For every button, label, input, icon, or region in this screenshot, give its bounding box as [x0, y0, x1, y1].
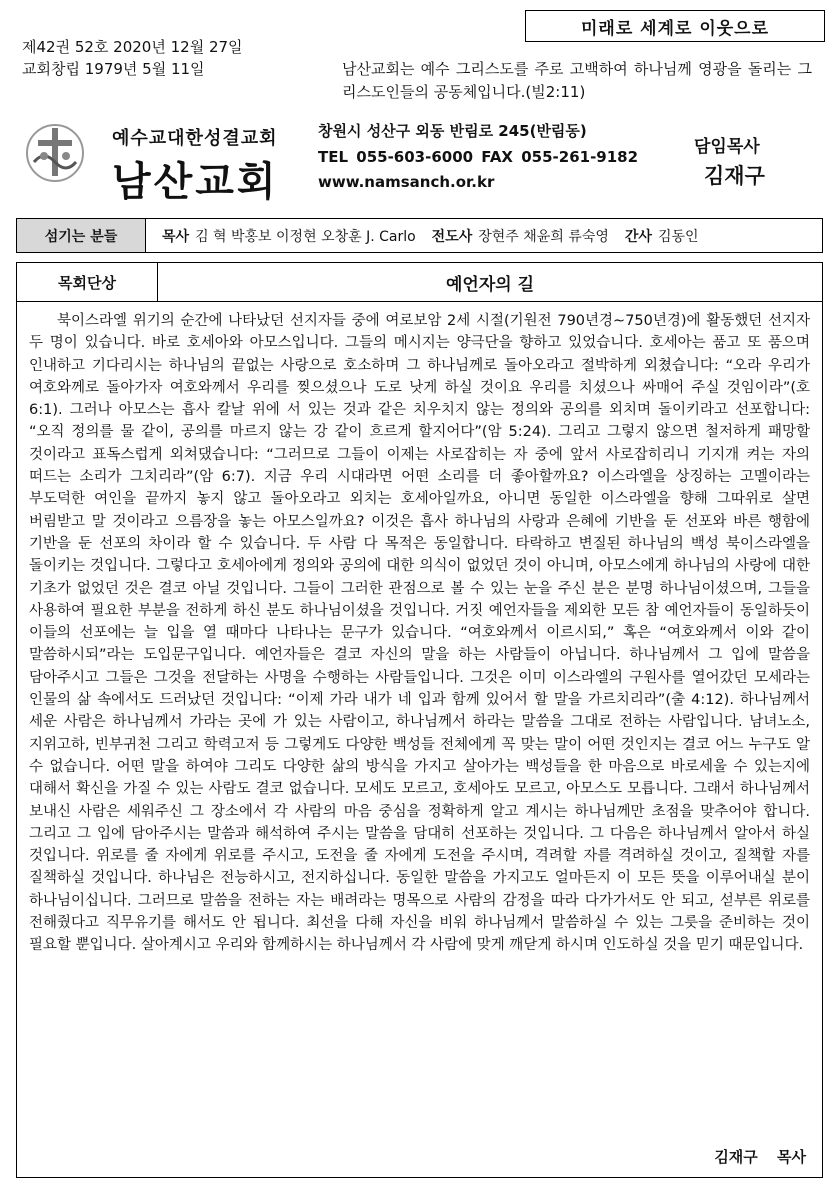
- church-name: 남산교회: [112, 159, 279, 205]
- denomination: 예수교대한성결교회: [112, 128, 278, 149]
- article-title: 예언자의 길: [445, 274, 535, 295]
- article-body: 북이스라엘 위기의 순간에 나타났던 선지자들 중에 여로보암 2세 시절(기원전 790년경∼750년경)에 활동했던 선지자 두 명이 있습니다. 바로 호세아와 아모스입니다. 그들의 메시지는 양극단을 향하고 있었습니다. 호세아는 품고 또 품으며 인내하고 기다리시는 하나님의 끝없는 사랑으로 호소하며 그 하나님께로 돌아오라고 절박하게 외쳤습니다: “오라 우리가 여호와께로 돌아가자 여호와께서 우리를 찢으셨으나 도로 낫게 하실 것이요 우리를 치셨으나 싸매어 주실 것임이라”(호 6:1). 그러나 아모스는 흡사 칼날 위에 서 있는 것과 같은 치우치지 않는 정의와 공의를 외치며 돌이키라고 선포합니다: “오직 정의를 물 같이, 공의를 마르지 않는 강 같이 흐르게 할지어다”(암 5:24). 그리고 그렇지 않으면 철저하게 패망할 것이라고 표독스럽게 외쳐댔습니다: “그러므로 그들이 이제는 사로잡히는 자 중에 앞서 사로잡히리니 기지개 켜는 자의 떠드는 소리가 그치리라”(암 6:7). 지금 우리 시대라면 어떤 소리를 더 좋아할까요? 이스라엘을 상징하는 고멜이라는 부도덕한 여인을 끝까지 놓지 않고 돌아오라고 외치는 호세아일까요, 아니면 동일한 이스라엘을 향해 그따위로 살면 버림받고 말 것이라고 으름장을 놓는 아모스일까요? 이것은 흡사 하나님의 사랑과 은혜에 기반을 둔 선포와 바른 행함에 기반을 둔 선포의 차이라 할 수 있습니다. 두 사람 다 목적은 동일합니다. 타락하고 변질된 하나님의 백성 북이스라엘을 돌이키는 것입니다. 그렇다고 호세아에게 정의와 공의에 대한 의식이 없었던 것이 아니며, 아모스에게 하나님의 사랑에 대한 기초가 없었던 것은 결코 아닐 것입니다. 그들이 그러한 관점으로 볼 수 있는 눈을 주신 분은 분명 하나님이셨으며, 그들을 사용하여 필요한 부분을 전하게 하신 분도 하나님이셨을 것입니다. 거짓 예언자들을 제외한 모든 참 예언자들이 동일하듯이 이들의 선포에는 늘 입을 열 때마다 나타나는 문구가 있습니다. “여호와께서 이르시되,” 혹은 “여호와께서 이와 같이 말씀하시되”라는 도입문구입니다. 예언자들은 결코 자신의 말을 하는 사람들이 아닙니다. 하나님께서 그 입에 말씀을 담아주시고 그들은 그것을 전달하는 사명을 수행하는 사람들입니다. 그것은 이미 이스라엘의 구원사를 열어갔던 모세라는 인물의 삶 속에서도 드러났던 것입니다: “이제 가라 내가 네 입과 함께 있어서 할 말을 가르치리라”(출 4:12). 하나님께서 세운 사람은 하나님께서 가라는 곳에 가 있는 사람이고, 하나님께서 하라는 말씀을 그대로 전하는 사람입니다. 남녀노소, 지위고하, 빈부귀천 그리고 학력고저 등 그렇게도 다양한 백성들 전체에게 꼭 맞는 말이 어떤 것인지는 결코 어느 누구도 알 수 없습니다. 어떤 말을 하여야 그리도 다양한 삶의 방식을 가지고 살아가는 백성들을 한 마음으로 바로세울 수 있는지에 대해서 확신을 가질 수 있는 사람도 결코 없습니다. 모세도 모르고, 호세아도 모르고, 아모스도 모릅니다. 그래서 하나님께서 보내신 사람은 세워주신 그 장소에서 각 사람의 마음 중심을 정확하게 알고 계시는 하나님께만 초점을 맞추어야 합니다. 그리고 그 입에 담아주시는 말씀과 해석하여 주시는 말씀을 담대히 선포하는 것입니다. 그 다음은 하나님께서 알아서 하실 것입니다. 위로를 줄 자에게 위로를 주시고, 도전을 줄 자에게 도전을 주시며, 격려할 자를 격려하실 것이고, 질책할 자를 질책하실 것입니다. 하나님은 전능하시고, 전지하십니다. 동일한 말씀을 가지고도 얼마든지 이 모든 뜻을 이루어내실 분이 하나님이십니다. 그러므로 말씀을 전하는 자는 배려라는 명목으로 사람의 감정을 따라 다가가서도 안 되고, 섣부른 위로를 전해줬다고 직무유기를 해서도 안 됩니다. 최선을 다해 자신을 비워 하나님께서 말씀하실 수 있는 그릇을 준비하는 것이 필요할 뿐입니다. 살아계시고 우리와 함께하시는 하나님께서 각 사람에 맞게 깨닫게 하시며 인도하실 것을 믿기 때문입니다.: [29, 313, 810, 954]
- pastors-label: 목사: [162, 228, 190, 245]
- church-phone-fax: TEL 055-603-6000 FAX 055-261-9182: [318, 148, 639, 166]
- pastors-names: 김 혁 박홍보 이정현 오창훈 J. Carlo: [195, 228, 416, 245]
- servants-row: [16, 218, 823, 253]
- servants-label: 섬기는 분들: [17, 219, 146, 252]
- issue-info: 제42권 52호 2020년 12월 27일: [22, 38, 243, 56]
- pastors-group: [162, 226, 416, 246]
- secretary-label: 간사: [624, 228, 652, 245]
- founding-date: 교회창립 1979년 5월 11일: [22, 60, 205, 78]
- article-header: [17, 263, 822, 302]
- evangelists-names: 장현주 채윤희 류숙영: [478, 228, 609, 245]
- church-description: 남산교회는 예수 그리스도를 주로 고백하여 하나님께 영광을 돌리는 그리스도인들의 공동체입니다.(빌2:11): [342, 60, 812, 101]
- church-emblem-icon: [24, 122, 86, 184]
- column-label: 목회단상: [17, 263, 158, 301]
- senior-pastor-title: 담임목사: [694, 137, 760, 157]
- evangelists-group: [432, 226, 609, 246]
- church-address: 창원시 성산구 외동 반림로 245(반림동): [318, 122, 587, 140]
- servants-list: [146, 219, 699, 252]
- church-website[interactable]: www.namsanch.or.kr: [318, 173, 495, 191]
- secretary-name: 김동인: [657, 228, 699, 245]
- secretary-group: [625, 226, 699, 246]
- pastoral-column: [16, 262, 823, 1178]
- evangelists-label: 전도사: [431, 228, 473, 245]
- motto: 미래로 세계로 이웃으로: [525, 10, 825, 42]
- article-author: 김재구 목사: [714, 1148, 806, 1166]
- senior-pastor-name: 김재구: [704, 164, 765, 188]
